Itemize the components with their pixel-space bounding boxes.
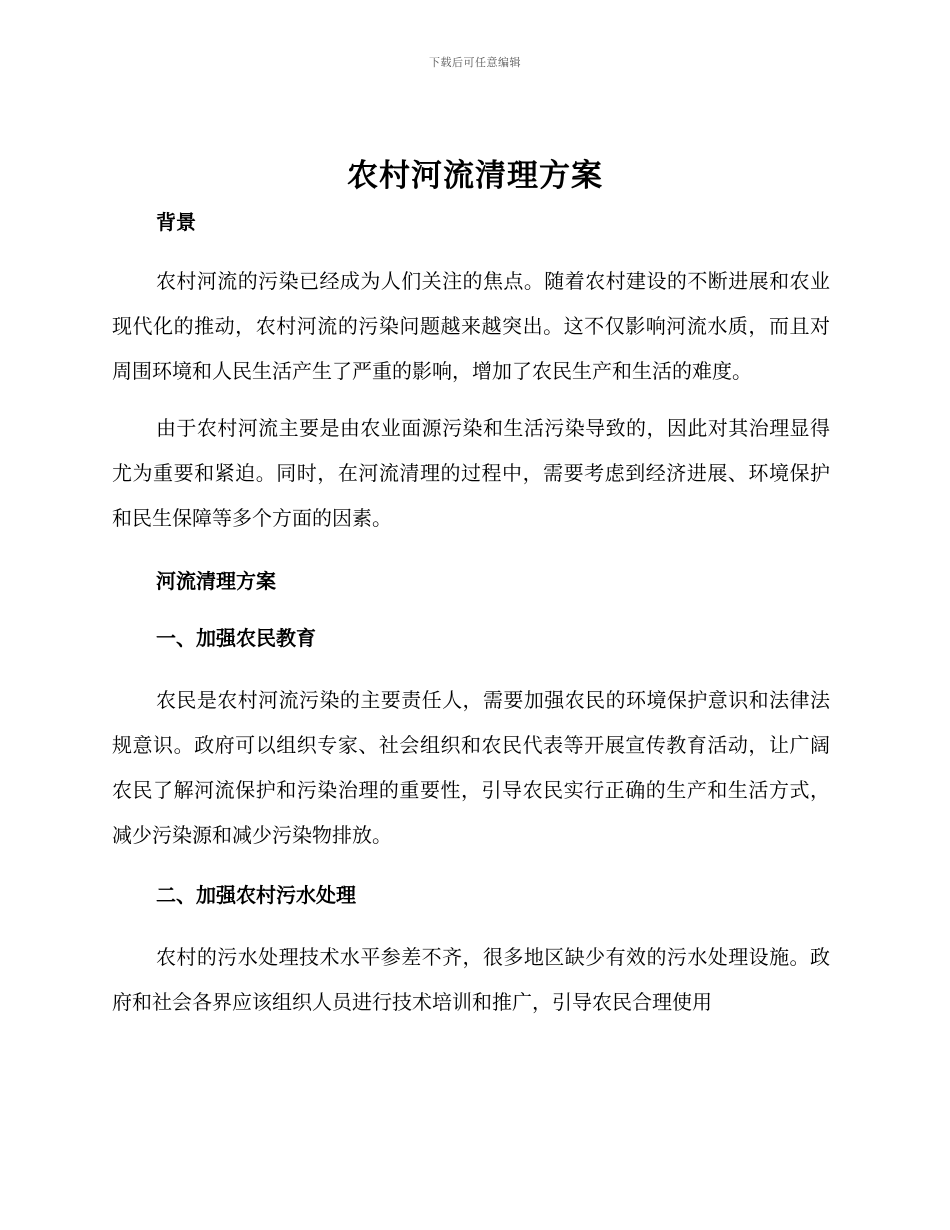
document-body	[112, 205, 830, 1025]
page-header-note: 下载后可任意编辑	[429, 56, 521, 69]
document-title: 农村河流清理方案	[347, 158, 603, 194]
paragraph-background-1: 农村河流的污染已经成为人们关注的焦点。随着农村建设的不断进展和农业现代化的推动，农村河流的污染问题越来越突出。这不仅影响河流水质，而且对周围环境和人民生活产生了严重的影响，增加了农民生产和生活的难度。	[112, 269, 830, 383]
paragraph-farmer-education: 农民是农村河流污染的主要责任人，需要加强农民的环境保护意识和法律法规意识。政府可以组织专家、社会组织和农民代表等开展宣传教育活动，让广阔农民了解河流保护和污染治理的重要性，引导农民实行正确的生产和生活方式，减少污染源和减少污染物排放。	[112, 688, 830, 847]
subsection-heading-sewage-treatment: 二、加强农村污水处理	[156, 883, 356, 907]
section-heading-background: 背景	[156, 210, 196, 234]
subsection-heading-farmer-education: 一、加强农民教育	[156, 626, 316, 650]
section-heading-plan: 河流清理方案	[156, 569, 276, 593]
paragraph-background-2: 由于农村河流主要是由农业面源污染和生活污染导致的，因此对其治理显得尤为重要和紧迫。同时，在河流清理的过程中，需要考虑到经济进展、环境保护和民生保障等多个方面的因素。	[112, 416, 830, 530]
paragraph-sewage-treatment: 农村的污水处理技术水平参差不齐，很多地区缺少有效的污水处理设施。政府和社会各界应该组织人员进行技术培训和推广，引导农民合理使用	[112, 945, 830, 1014]
